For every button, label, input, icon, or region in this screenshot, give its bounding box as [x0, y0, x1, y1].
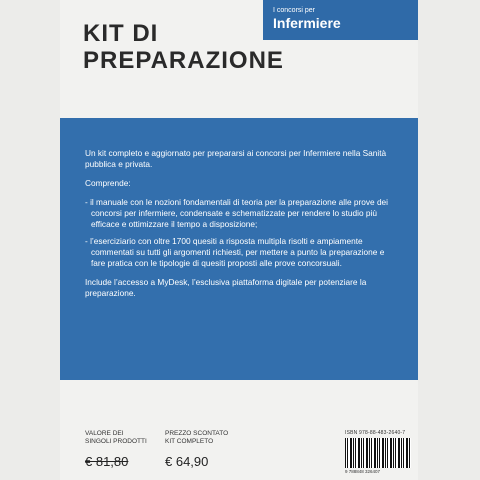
- single-label-line-1: VALORE DEI: [85, 430, 124, 437]
- series-big-label: Infermiere: [273, 15, 341, 31]
- list-item: - il manuale con le nozioni fondamentali di teoria per la preparazione alle prove dei concorsi per infermiere, condensate e schematizzate per rendere lo studio più efficace e ottimizzare il tempo a disposizione;: [85, 197, 389, 229]
- barcode-icon: [345, 438, 411, 468]
- series-small-label: I concorsi per: [273, 7, 316, 14]
- single-products-price: [85, 430, 147, 469]
- includes-heading: Comprende:: [85, 178, 131, 188]
- description-intro: Un kit completo e aggiornato per prepararsi ai concorsi per Infermiere nella Sanità pubblica e privata.: [85, 148, 387, 169]
- single-products-label: [85, 430, 147, 446]
- single-products-value: € 81,80: [85, 454, 129, 469]
- pricing-area: [60, 400, 418, 480]
- kit-price-value: € 64,90: [165, 454, 209, 469]
- kit-label-line-2: KIT COMPLETO: [165, 438, 214, 445]
- description-panel: [60, 118, 418, 380]
- series-tab: [263, 0, 418, 40]
- description-outro: Include l’accesso a MyDesk, l’esclusiva piattaforma digitale per potenziare la preparazione.: [85, 277, 367, 298]
- title-line-1: KIT DI: [83, 20, 159, 47]
- kit-label-line-1: PREZZO SCONTATO: [165, 430, 229, 437]
- kit-price-label: [165, 430, 228, 446]
- includes-list: [85, 197, 398, 269]
- barcode-block: [345, 430, 415, 474]
- barcode-digits: 9 788848 326407: [345, 469, 381, 474]
- page-title: [83, 20, 284, 74]
- title-line-2: PREPARAZIONE: [83, 47, 284, 74]
- list-item: - l’eserciziario con oltre 1700 quesiti a risposta multipla risolti e ampiamente commentati su tutti gli argomenti richiesti, per mettere a punto la preparazione e fare pratica con le tipologie di quesiti proposti alle prove concorsuali.: [85, 236, 385, 268]
- single-label-line-2: SINGOLI PRODOTTI: [85, 438, 147, 445]
- isbn-text: ISBN 978-88-483-2640-7: [345, 430, 406, 436]
- kit-price: [165, 430, 228, 469]
